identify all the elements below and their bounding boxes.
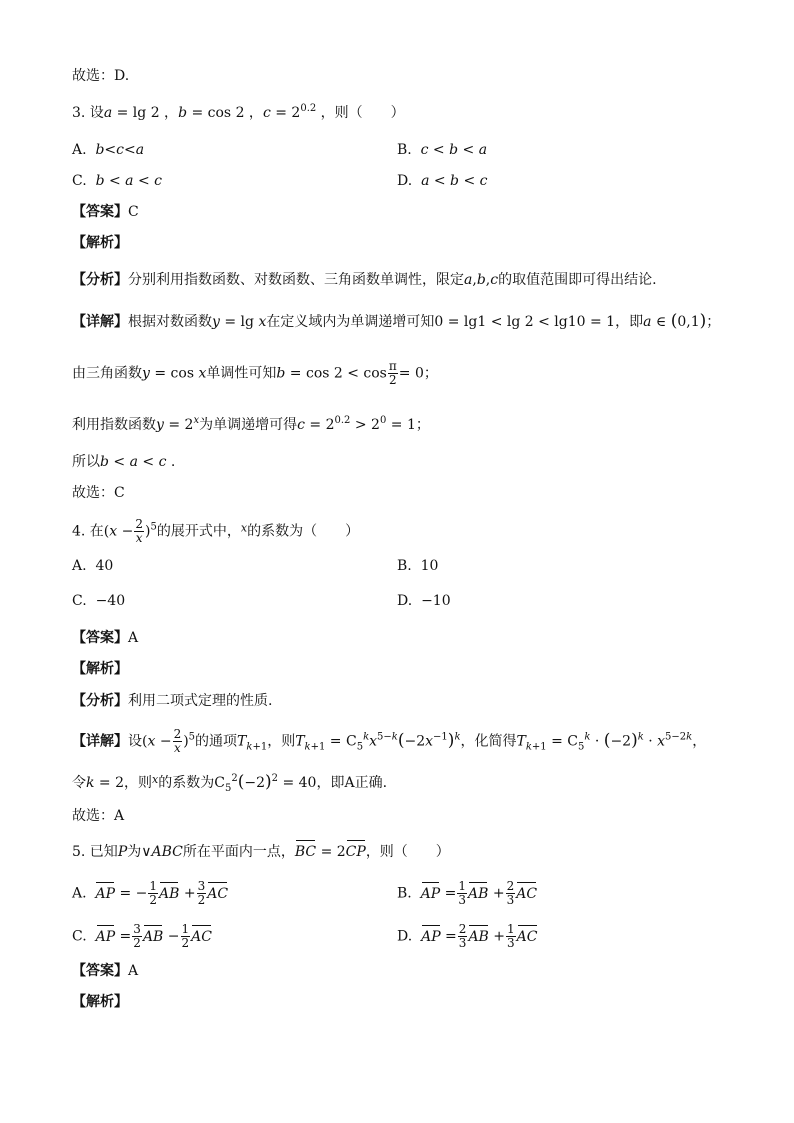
q3-option-b-text: c < b < a (420, 142, 488, 158)
q4-fenxi (72, 691, 272, 711)
q4-answer (72, 628, 138, 648)
q3-detail-2: 由三角函数y = cos x单调性可知b = cos 2 < cos $\frac{\pi}{2}$ = 0； (72, 359, 438, 387)
q5-answer-label: 【答案】 (72, 963, 128, 979)
q3-option-b: B. c < b < a (397, 142, 488, 158)
q5-option-a: A. AP = − $\frac{1}{2}$ AB + $\frac{3}{2}$ AC (72, 879, 229, 907)
q3-answer-value: C (128, 204, 139, 220)
q5-option-b: B. AP = $\frac{1}{3}$ AB + $\frac{2}{3}$ AC (397, 879, 538, 907)
q3-answer-label: 【答案】 (72, 204, 128, 220)
q3-detail-4: 所以b < a < c . (72, 454, 176, 470)
q3-detail-label: 【详解】 (72, 314, 128, 330)
q3-stem-text: 3. 设a = lg 2 ，b = cos 2 ，$c = 2^{0.2}$ ，则（ ） (72, 103, 405, 121)
q3-fenxi-label: 【分析】 (72, 272, 128, 288)
q3-detail-1: 【详解】根据对数函数y = lg x在定义域内为单调递增可知0 = lg1 < lg 2 < lg10 = 1，即a ∈ (0,1)； (72, 311, 721, 331)
q4-detail-label: 【详解】 (72, 733, 128, 750)
q4-option-b: B. 10 (397, 558, 439, 574)
q5-option-d: D. AP = $\frac{2}{3}$ AB + $\frac{1}{3}$ AC (397, 922, 538, 950)
q5-answer (72, 961, 138, 981)
q4-fenxi-label: 【分析】 (72, 693, 128, 709)
q4-answer-label: 【答案】 (72, 630, 128, 646)
q3-option-a-text: b<c<a (95, 142, 145, 158)
q4-option-c: C. −40 (72, 593, 126, 609)
q5-analysis-label: 【解析】 (72, 994, 128, 1010)
q3-fenxi: 【分析】分别利用指数函数、对数函数、三角函数单调性，限定a,b,c的取值范围即可得出结论. (72, 272, 657, 288)
q4-conclusion: 故选：A (72, 808, 125, 824)
q5-answer-value: A (128, 963, 139, 979)
q3-option-c: C. b < a < c (72, 173, 162, 189)
q4-detail-1: 【详解】设(x − $\frac{2}{x}$ )$^5$的通项$T_{k+1}$，则$T_{k+1} = C_5^kx^{5-k}(-2x^{-1})^k$，化简得$T_{k+1} = C_5^k \cdot (-2)^k \cdot x^{5-2k}$， (72, 727, 707, 755)
q4-option-d: D. −10 (397, 593, 451, 609)
q4-option-c-text: −40 (95, 593, 126, 609)
q4-option-b-text: 10 (420, 558, 439, 574)
q3-analysis-label: 【解析】 (72, 235, 128, 251)
q3-option-c-text: b < a < c (95, 173, 162, 189)
q3-option-d-text: a < b < c (421, 173, 488, 189)
q4-option-a: A. 40 (72, 558, 114, 574)
q3-detail-3: 利用指数函数$y = 2^x$为单调递增可得$c = 2^{0.2} > 2^0 = 1$； (72, 415, 430, 433)
q3-answer (72, 202, 139, 222)
q4-option-d-text: −10 (421, 593, 451, 609)
q5-stem: 5. 已知P为∨ABC所在平面内一点，BC = 2CP，则（ ） (72, 844, 450, 860)
q2-conclusion: 故选：D. (72, 68, 130, 84)
q5-option-c: C. AP = $\frac{3}{2}$ AB − $\frac{1}{2}$ AC (72, 922, 212, 950)
q4-answer-value: A (128, 630, 139, 646)
q4-option-a-text: 40 (95, 558, 114, 574)
q3-conclusion: 故选：C (72, 485, 125, 501)
q3-option-d: D. a < b < c (397, 173, 488, 189)
q4-analysis-label: 【解析】 (72, 661, 128, 677)
q4-detail-2: 令k = 2，则$^x$的系数为$C_5^2(-2)^2 = 40$，即A正确. (72, 772, 388, 794)
q3-option-a: A. b<c<a (72, 142, 145, 158)
q4-stem: 4. 在(x − $\frac{2}{x}$ )$^5$的展开式中，$^x$的系数为（ ） (72, 517, 360, 545)
q3-stem (72, 103, 405, 123)
q4-fenxi-text: 利用二项式定理的性质. (128, 693, 273, 709)
